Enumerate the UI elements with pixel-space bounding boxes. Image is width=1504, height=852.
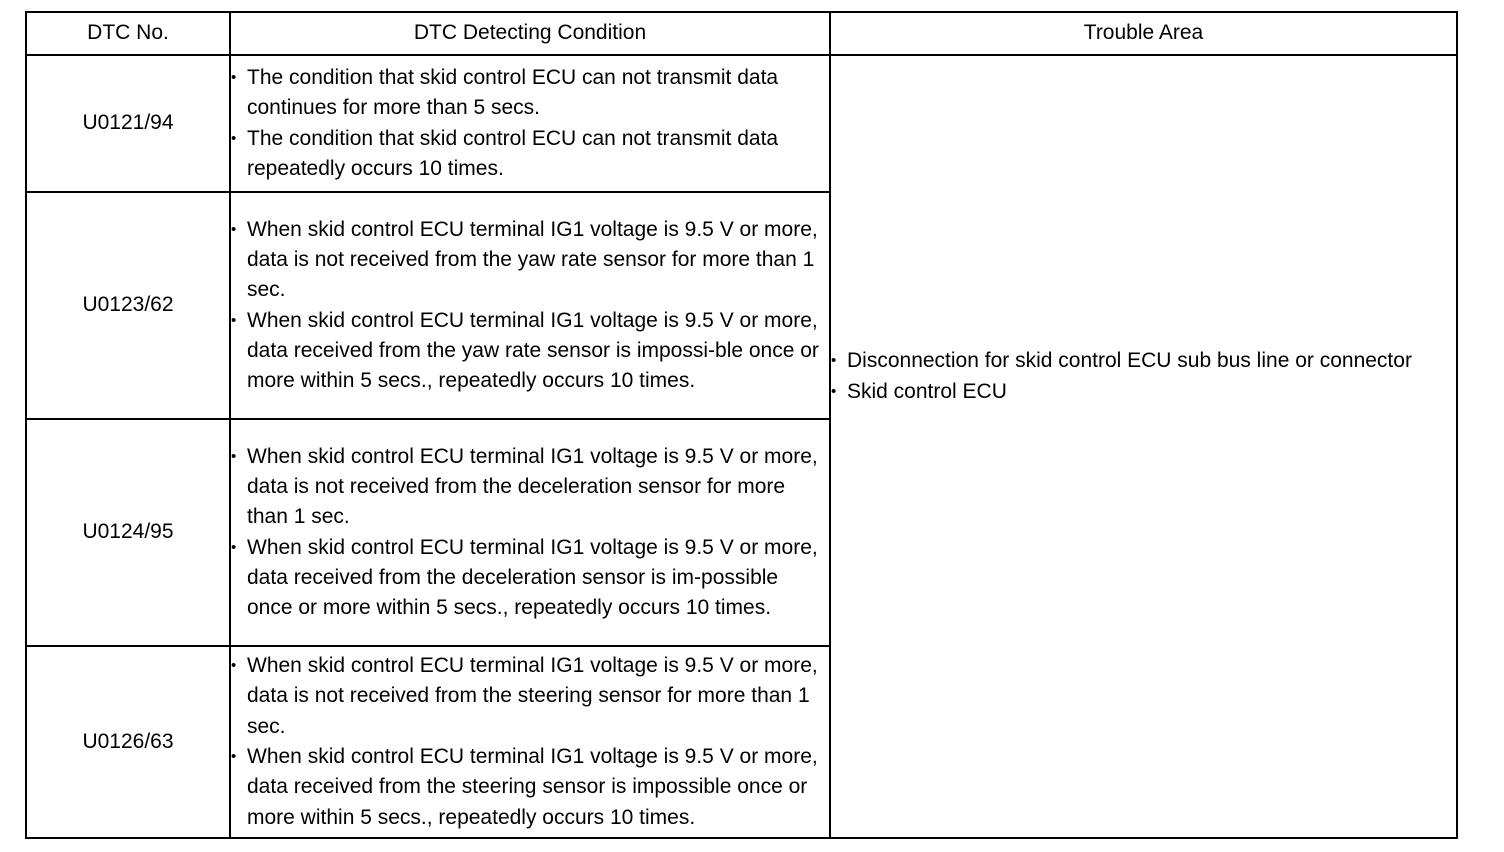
condition-text: When skid control ECU terminal IG1 voltage is 9.5 V or more, data is not received from the yaw rate sensor for more than 1 sec. bbox=[247, 217, 818, 302]
bullet-icon: • bbox=[831, 352, 837, 370]
list-item bbox=[231, 533, 829, 624]
bullet-icon: • bbox=[231, 129, 237, 147]
condition-text: When skid control ECU terminal IG1 voltage is 9.5 V or more, data is not received from the steering sensor for more than 1 sec. bbox=[247, 654, 818, 738]
dtc-code: U0121/94 bbox=[26, 55, 230, 192]
list-item bbox=[231, 63, 829, 124]
condition-text: When skid control ECU terminal IG1 voltage is 9.5 V or more, data received from the yaw rate sensor is impossi-ble once or more within 5 secs., repeatedly occurs 10 times. bbox=[247, 308, 819, 393]
trouble-area-text: Disconnection for skid control ECU sub bus line or connector bbox=[847, 349, 1412, 373]
table-row bbox=[26, 55, 1457, 192]
bullet-icon: • bbox=[231, 748, 237, 765]
list-item bbox=[231, 215, 829, 306]
bullet-icon: • bbox=[831, 382, 837, 400]
condition-cell bbox=[230, 646, 830, 838]
bullet-icon: • bbox=[231, 68, 237, 86]
list-item bbox=[231, 742, 829, 833]
dtc-code: U0124/95 bbox=[26, 419, 230, 646]
bullet-icon: • bbox=[231, 220, 237, 238]
bullet-icon: • bbox=[231, 657, 237, 675]
dtc-table bbox=[25, 11, 1458, 839]
dtc-code: U0123/62 bbox=[26, 192, 230, 419]
bullet-icon: • bbox=[231, 447, 237, 465]
condition-text: When skid control ECU terminal IG1 voltage is 9.5 V or more, data received from the deceleration sensor is im-possible once or more within 5 secs., repeatedly occurs 10 times. bbox=[247, 535, 818, 620]
trouble-area-text: Skid control ECU bbox=[847, 379, 1007, 403]
header-trouble-area: Trouble Area bbox=[830, 12, 1457, 55]
header-condition: DTC Detecting Condition bbox=[230, 12, 830, 55]
condition-cell bbox=[230, 419, 830, 646]
list-item bbox=[231, 442, 829, 533]
list-item bbox=[831, 377, 1456, 407]
condition-cell bbox=[230, 192, 830, 419]
bullet-icon: • bbox=[231, 311, 237, 329]
list-item bbox=[831, 346, 1456, 376]
condition-cell bbox=[230, 55, 830, 192]
header-dtc-no: DTC No. bbox=[26, 12, 230, 55]
condition-text: When skid control ECU terminal IG1 voltage is 9.5 V or more, data is not received from the deceleration sensor for more than 1 sec. bbox=[247, 444, 818, 529]
condition-text: The condition that skid control ECU can not transmit data continues for more than 5 secs. bbox=[247, 65, 779, 120]
list-item bbox=[231, 306, 829, 397]
header-row bbox=[26, 12, 1457, 55]
dtc-code: U0126/63 bbox=[26, 646, 230, 838]
list-item bbox=[231, 651, 829, 742]
trouble-area-cell bbox=[830, 55, 1457, 838]
list-item bbox=[231, 124, 829, 185]
condition-text: When skid control ECU terminal IG1 voltage is 9.5 V or more, data received from the steering sensor is impossible once or more within 5 secs., repeatedly occurs 10 times. bbox=[247, 745, 818, 829]
condition-text: The condition that skid control ECU can not transmit data repeatedly occurs 10 times. bbox=[247, 126, 779, 180]
bullet-icon: • bbox=[231, 538, 237, 556]
